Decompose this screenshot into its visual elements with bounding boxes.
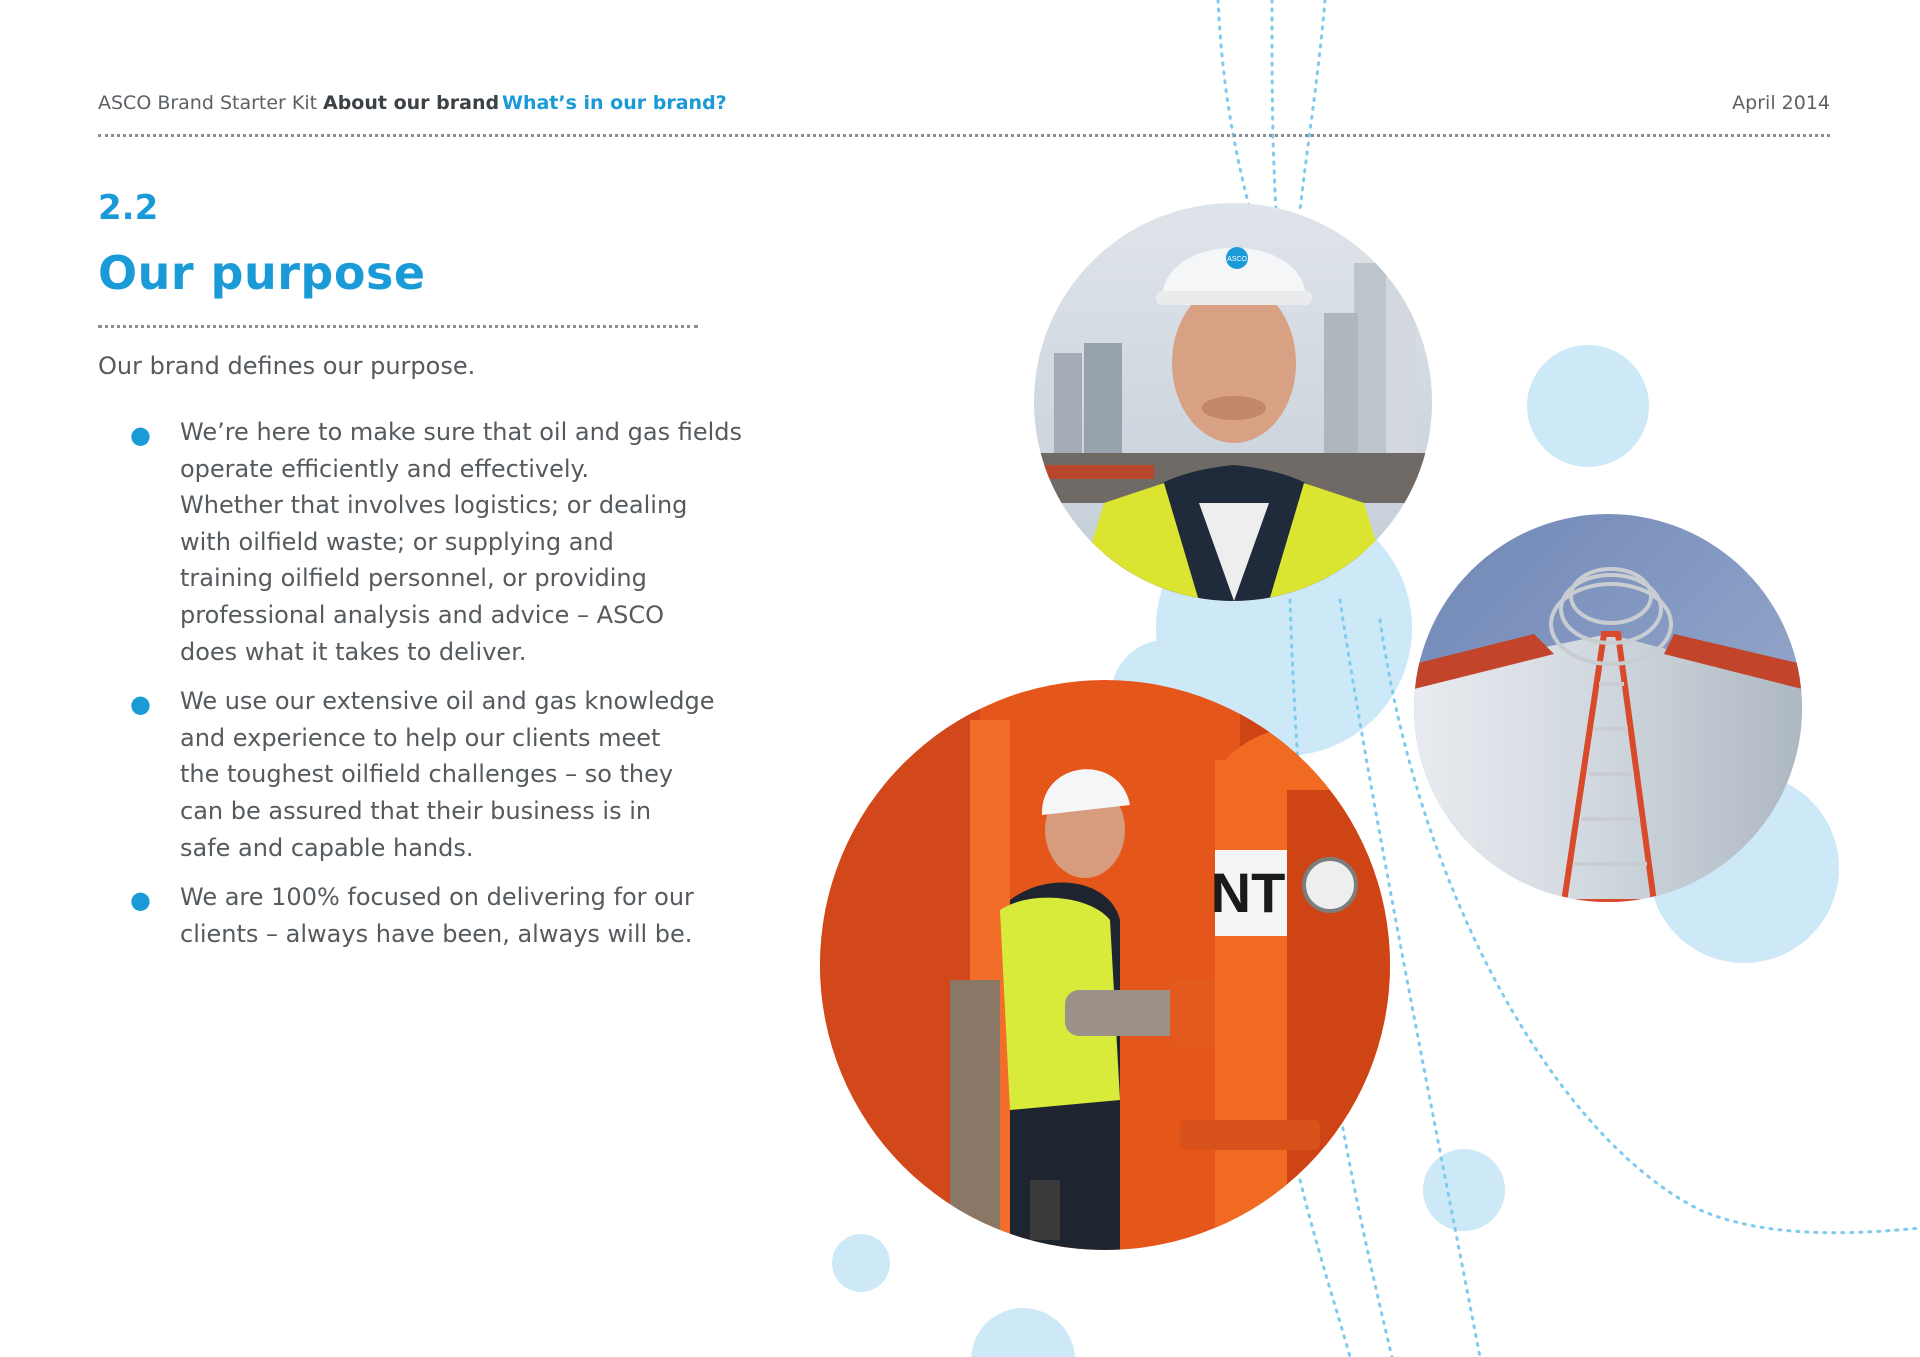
deco-circle	[1527, 345, 1649, 467]
bullet-line: We use our extensive oil and gas knowledge	[180, 687, 715, 716]
bullet-list	[130, 414, 750, 965]
bullet-line: with oilfield waste; or supplying and	[180, 527, 614, 556]
intro-text: Our brand defines our purpose.	[98, 352, 476, 380]
deco-circle	[1423, 1149, 1505, 1231]
breadcrumb-current[interactable]: What’s in our brand?	[502, 92, 727, 114]
bullet-line: We are 100% focused on delivering for our	[180, 883, 694, 912]
deco-circle	[832, 1234, 890, 1292]
header-divider	[98, 134, 1830, 137]
deco-circle	[971, 1308, 1075, 1357]
deco-dotted-line	[1300, 1180, 1350, 1357]
bullet-line: clients – always have been, always will be.	[180, 919, 693, 948]
pipe-sign-text: NT	[1210, 861, 1286, 924]
bullet-line: and experience to help our clients meet	[180, 723, 661, 752]
breadcrumb-about[interactable]: About our brand	[323, 92, 500, 114]
bullet-line: Whether that involves logistics; or dealing	[180, 491, 688, 520]
bullet-item	[130, 879, 750, 952]
bullet-line: can be assured that their business is in	[180, 796, 652, 825]
bullet-line: professional analysis and advice – ASCO	[180, 600, 664, 629]
page-header	[98, 92, 1830, 122]
bullet-line: operate efficiently and effectively.	[180, 454, 589, 483]
bullet-dot-icon: ●	[130, 421, 151, 449]
pressure-gauge-icon	[1304, 859, 1356, 911]
photo-worker-pipe	[820, 680, 1390, 1250]
breadcrumb-kit[interactable]: ASCO Brand Starter Kit	[98, 92, 318, 114]
photo-ladder	[1414, 514, 1802, 902]
header-date: April 2014	[1732, 92, 1830, 114]
bullet-item	[130, 414, 750, 670]
bullet-line: the toughest oilfield challenges – so they	[180, 760, 674, 789]
bullet-line: safe and capable hands.	[180, 833, 474, 862]
section-number: 2.2	[98, 188, 159, 228]
bullet-dot-icon: ●	[130, 886, 151, 915]
photo-worker-portrait	[1034, 203, 1432, 601]
helmet-logo-text: ASCO	[1227, 256, 1247, 263]
page-title: Our purpose	[98, 246, 426, 300]
title-divider	[98, 325, 698, 328]
bullet-line: does what it takes to deliver.	[180, 637, 527, 666]
bullet-line: We’re here to make sure that oil and gas fields	[180, 418, 743, 446]
bullet-line: training oilfield personnel, or providing	[180, 564, 647, 593]
bullet-dot-icon: ●	[130, 690, 151, 719]
bullet-item	[130, 683, 750, 866]
